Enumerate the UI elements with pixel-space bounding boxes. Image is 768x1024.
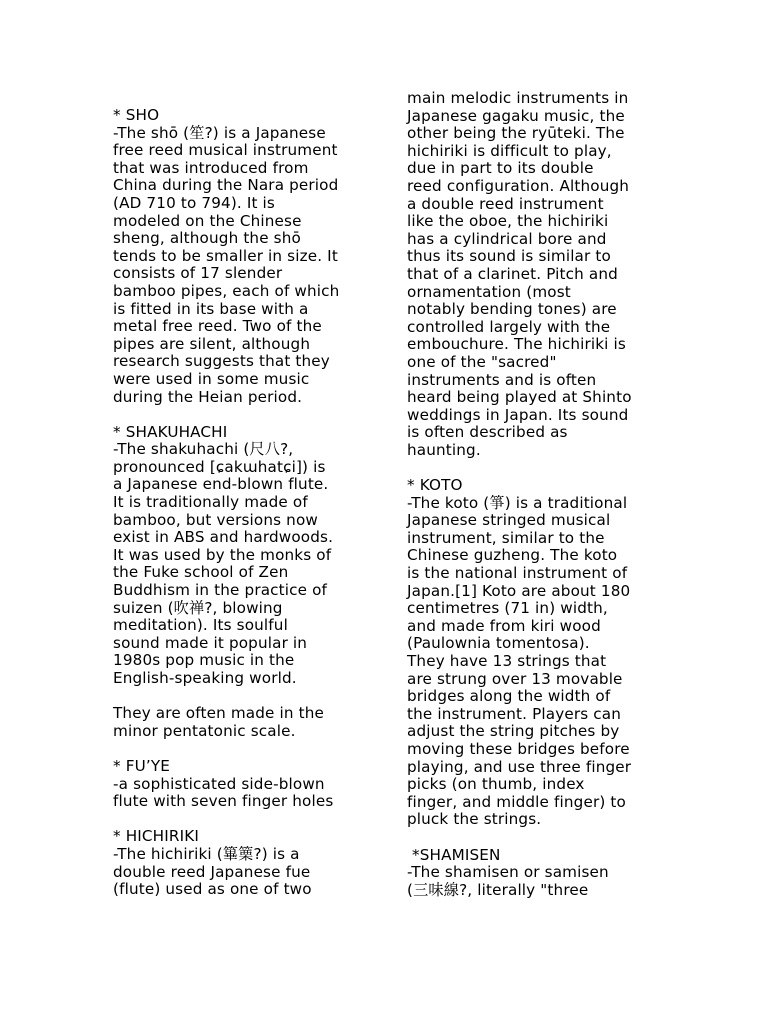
left-column-text-line: bamboo pipes, each of which — [113, 281, 340, 300]
left-column-text-line: sheng, although the shō — [113, 229, 301, 248]
right-column-text-line: are strung over 13 movable — [407, 669, 623, 688]
right-column-text-line: one of the "sacred" — [407, 352, 557, 371]
right-column-blank-line — [407, 459, 669, 477]
right-column-text-line: is often described as — [407, 423, 568, 442]
left-column-text-line: * SHAKUHACHI — [113, 422, 228, 441]
left-column-blank-line — [113, 688, 375, 706]
right-column-text-line: thus its sound is similar to — [407, 247, 611, 266]
left-column-text-line: double reed Japanese fue — [113, 862, 311, 881]
left-column-text-line: were used in some music — [113, 369, 310, 388]
left-column-text-line: * SHO — [113, 106, 160, 124]
left-column-text-line: -The shakuhachi (尺八?, — [113, 440, 294, 459]
right-column-text-line: and made from kiri wood — [407, 616, 601, 635]
left-column-text-line: a Japanese end-blown flute. — [113, 475, 329, 494]
left-column-text-line: pronounced [ɕakɯhatɕi]) is — [113, 457, 326, 476]
left-column-text-line: the Fuke school of Zen — [113, 563, 289, 582]
left-column-text-line: 1980s pop music in the — [113, 651, 295, 670]
right-column-text-line: bridges along the width of — [407, 687, 611, 706]
left-column-text-line: sound made it popular in — [113, 633, 308, 652]
right-column-text-line: notably bending tones) are — [407, 300, 617, 319]
right-column-text-line: is the national instrument of — [407, 564, 628, 583]
right-column-blank-line — [407, 829, 669, 847]
left-column-text-line: (AD 710 to 794). It is — [113, 193, 275, 212]
left-column-text-line: is fitted in its base with a — [113, 299, 309, 318]
left-column-text-line: during the Heian period. — [113, 387, 303, 406]
right-column-text-line: a double reed instrument — [407, 194, 604, 213]
left-column-text-line: research suggests that they — [113, 352, 330, 371]
right-column-text-line: *SHAMISEN — [407, 845, 501, 864]
right-column-text-line: haunting. — [407, 440, 481, 459]
left-column-text-line: It was used by the monks of — [113, 545, 332, 564]
right-column-text-line: finger, and middle finger) to — [407, 792, 626, 811]
right-column-text-line: that of a clarinet. Pitch and — [407, 264, 618, 283]
left-column-text-line: (flute) used as one of two — [113, 880, 312, 899]
left-column-text-line: minor pentatonic scale. — [113, 721, 296, 740]
right-column-text-line: instrument, similar to the — [407, 528, 605, 547]
right-column-text-line: adjust the string pitches by — [407, 722, 620, 741]
right-column-text-line: like the oboe, the hichiriki — [407, 212, 609, 231]
left-column-blank-line — [113, 740, 375, 758]
left-column-text-line: modeled on the Chinese — [113, 211, 302, 230]
right-column-text-line: (三味線?, literally "three — [407, 880, 589, 899]
left-column-text-line: meditation). Its soulful — [113, 616, 288, 635]
left-column-text-line: that was introduced from — [113, 158, 309, 177]
right-column-text-line: heard being played at Shinto — [407, 388, 632, 407]
left-column-text-line: tends to be smaller in size. It — [113, 246, 338, 265]
left-column-text-line: metal free reed. Two of the — [113, 317, 322, 336]
right-column-text-line: instruments and is often — [407, 370, 597, 389]
left-column-text-line: pipes are silent, although — [113, 334, 311, 353]
left-column-text-line: They are often made in the — [113, 704, 324, 723]
right-column-text-line: pluck the strings. — [407, 810, 542, 829]
left-column-text-line: It is traditionally made of — [113, 493, 308, 512]
right-column-text-line: due in part to its double — [407, 159, 594, 178]
right-column-text-line: picks (on thumb, index — [407, 775, 585, 794]
left-column-text-line: Buddhism in the practice of — [113, 581, 328, 600]
left-column-blank-line — [113, 811, 375, 829]
left-column-text-line: consists of 17 slender — [113, 264, 283, 283]
right-text-column — [407, 90, 669, 899]
right-column-text-line: Chinese guzheng. The koto — [407, 546, 618, 565]
right-column-text-line: Japan.[1] Koto are about 180 — [407, 581, 631, 600]
right-column-text-line: has a cylindrical bore and — [407, 229, 607, 248]
right-column-text-line: other being the ryūteki. The — [407, 124, 625, 143]
right-column-text-line: weddings in Japan. Its sound — [407, 405, 629, 424]
right-column-text-line: (Paulownia tomentosa). — [407, 634, 590, 653]
right-column-text-line: They have 13 strings that — [407, 652, 607, 670]
right-column-text-line: Japanese gagaku music, the — [407, 106, 625, 125]
right-column-text-line: main melodic instruments in — [407, 89, 629, 107]
left-column-text-line: exist in ABS and hardwoods. — [113, 528, 334, 547]
right-column-text-line: centimetres (71 in) width, — [407, 599, 608, 618]
right-column-text-line: hichiriki is difficult to play, — [407, 141, 612, 160]
right-column-text-line: playing, and use three finger — [407, 757, 632, 776]
right-column-text-line: -The shamisen or samisen — [407, 863, 609, 882]
left-column-text-line: -a sophisticated side-blown — [113, 774, 325, 793]
left-column-text-line: suizen (吹禅?, blowing — [113, 598, 283, 617]
left-column-text-line: -The shō (笙?) is a Japanese — [113, 123, 326, 142]
left-column-blank-line — [113, 406, 375, 424]
left-column-text-line: flute with seven finger holes — [113, 792, 334, 811]
left-column-text-line: * FU’YE — [113, 756, 171, 775]
right-column-text-line: * KOTO — [407, 476, 463, 495]
right-column-text-line: ornamentation (most — [407, 282, 571, 301]
right-column-text-line: controlled largely with the — [407, 317, 611, 336]
right-column-text-line: moving these bridges before — [407, 739, 630, 758]
right-column-text-line: -The koto (箏) is a traditional — [407, 493, 628, 512]
left-text-column — [113, 107, 375, 899]
left-column-text-line: * HICHIRIKI — [113, 827, 199, 846]
left-column-text-line: free reed musical instrument — [113, 141, 338, 160]
left-column-text-line: China during the Nara period — [113, 176, 339, 195]
left-column-text-line: English-speaking world. — [113, 669, 297, 687]
right-column-text-line: Japanese stringed musical — [407, 511, 611, 530]
right-column-text-line: the instrument. Players can — [407, 704, 622, 723]
right-column-text-line: reed configuration. Although — [407, 176, 630, 195]
left-column-text-line: -The hichiriki (篳篥?) is a — [113, 844, 300, 863]
left-column-text-line: bamboo, but versions now — [113, 510, 318, 529]
right-column-text-line: embouchure. The hichiriki is — [407, 335, 626, 354]
